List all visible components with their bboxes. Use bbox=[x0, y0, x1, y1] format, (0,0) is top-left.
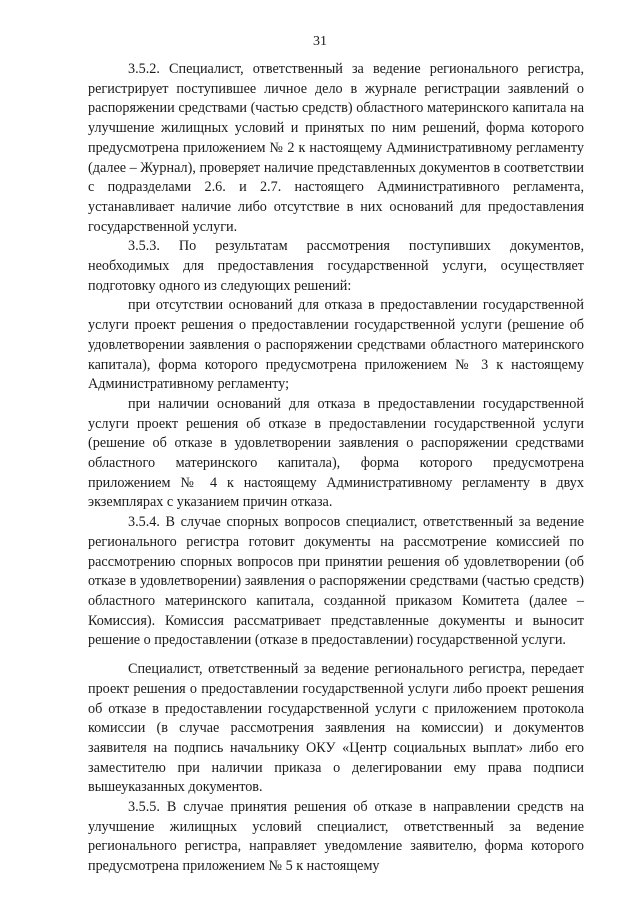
paragraph-grounds-for-refusal: при наличии оснований для отказа в предоставлении государственной услуги проект решения об отказе в предоставлении государственной услуги (решение об отказе в удовлетворении заявления о распоряжении средствами областного материнского капитала), форма которого предусмотрена приложением № 4 к настоящему Административному регламенту в двух экземплярах с указанием причин отказа. bbox=[88, 395, 584, 511]
page-number: 31 bbox=[313, 34, 327, 49]
paragraph-3-5-5: 3.5.5. В случае принятия решения об отказе в направлении средств на улучшение жилищных условий специалист, ответственный за ведение регионального регистра, направляет уведомление заявителю, форма которого предусмотрена приложением № 5 к настоящему bbox=[88, 799, 584, 875]
paragraph-specialist-transfers: Специалист, ответственный за ведение регионального регистра, передает проект решения о предоставлении государственной услуги либо проект решения об отказе в предоставлении государственной услуги с приложением протокола комиссии (в случае рассмотрения заявления на комиссии) и документов заявителя на подпись начальнику ОКУ «Центр социальных выплат» либо его заместителю при наличии приказа о делегировании ему права подписи вышеуказанных документов. bbox=[88, 661, 584, 796]
paragraph-3-5-2: 3.5.2. Специалист, ответственный за ведение регионального регистра, регистрирует поступившее личное дело в журнале регистрации заявлений о распоряжении средствами (частью средств) областного материнского капитала на улучшение жилищных условий и принятых по ним решений, форма которого предусмотрена приложением № 2 к настоящему Административному регламенту (далее – Журнал), проверяет наличие представленных документов в соответствии с подразделами 2.6. и 2.7. настоящего Административного регламента, устанавливает наличие либо отсутствие в них оснований для предоставления государственной услуги. bbox=[88, 61, 584, 235]
paragraph-3-5-4: 3.5.4. В случае спорных вопросов специалист, ответственный за ведение регионального регистра готовит документы на рассмотрение комиссией по рассмотрению спорных вопросов при принятии решения об удовлетворении (об отказе в удовлетворении) заявления о распоряжении средствами (частью средств) областного материнского капитала, созданной приказом Комитета (далее – Комиссия). Комиссия рассматривает представленные документы и выносит решение о предоставлении (отказе в предоставлении) государственной услуги. bbox=[88, 514, 584, 649]
paragraph-3-5-3: 3.5.3. По результатам рассмотрения поступивших документов, необходимых для предоставления государственной услуги, осуществляет подготовку одного из следующих решений: bbox=[88, 238, 584, 294]
paragraph-no-grounds-for-refusal: при отсутствии оснований для отказа в предоставлении государственной услуги проект решения о предоставлении государственной услуги (решение об удовлетворении заявления о распоряжении средствами областного материнского капитала), форма которого предусмотрена приложением № 3 к настоящему Административному регламенту; bbox=[88, 297, 584, 393]
document-body bbox=[88, 60, 584, 877]
